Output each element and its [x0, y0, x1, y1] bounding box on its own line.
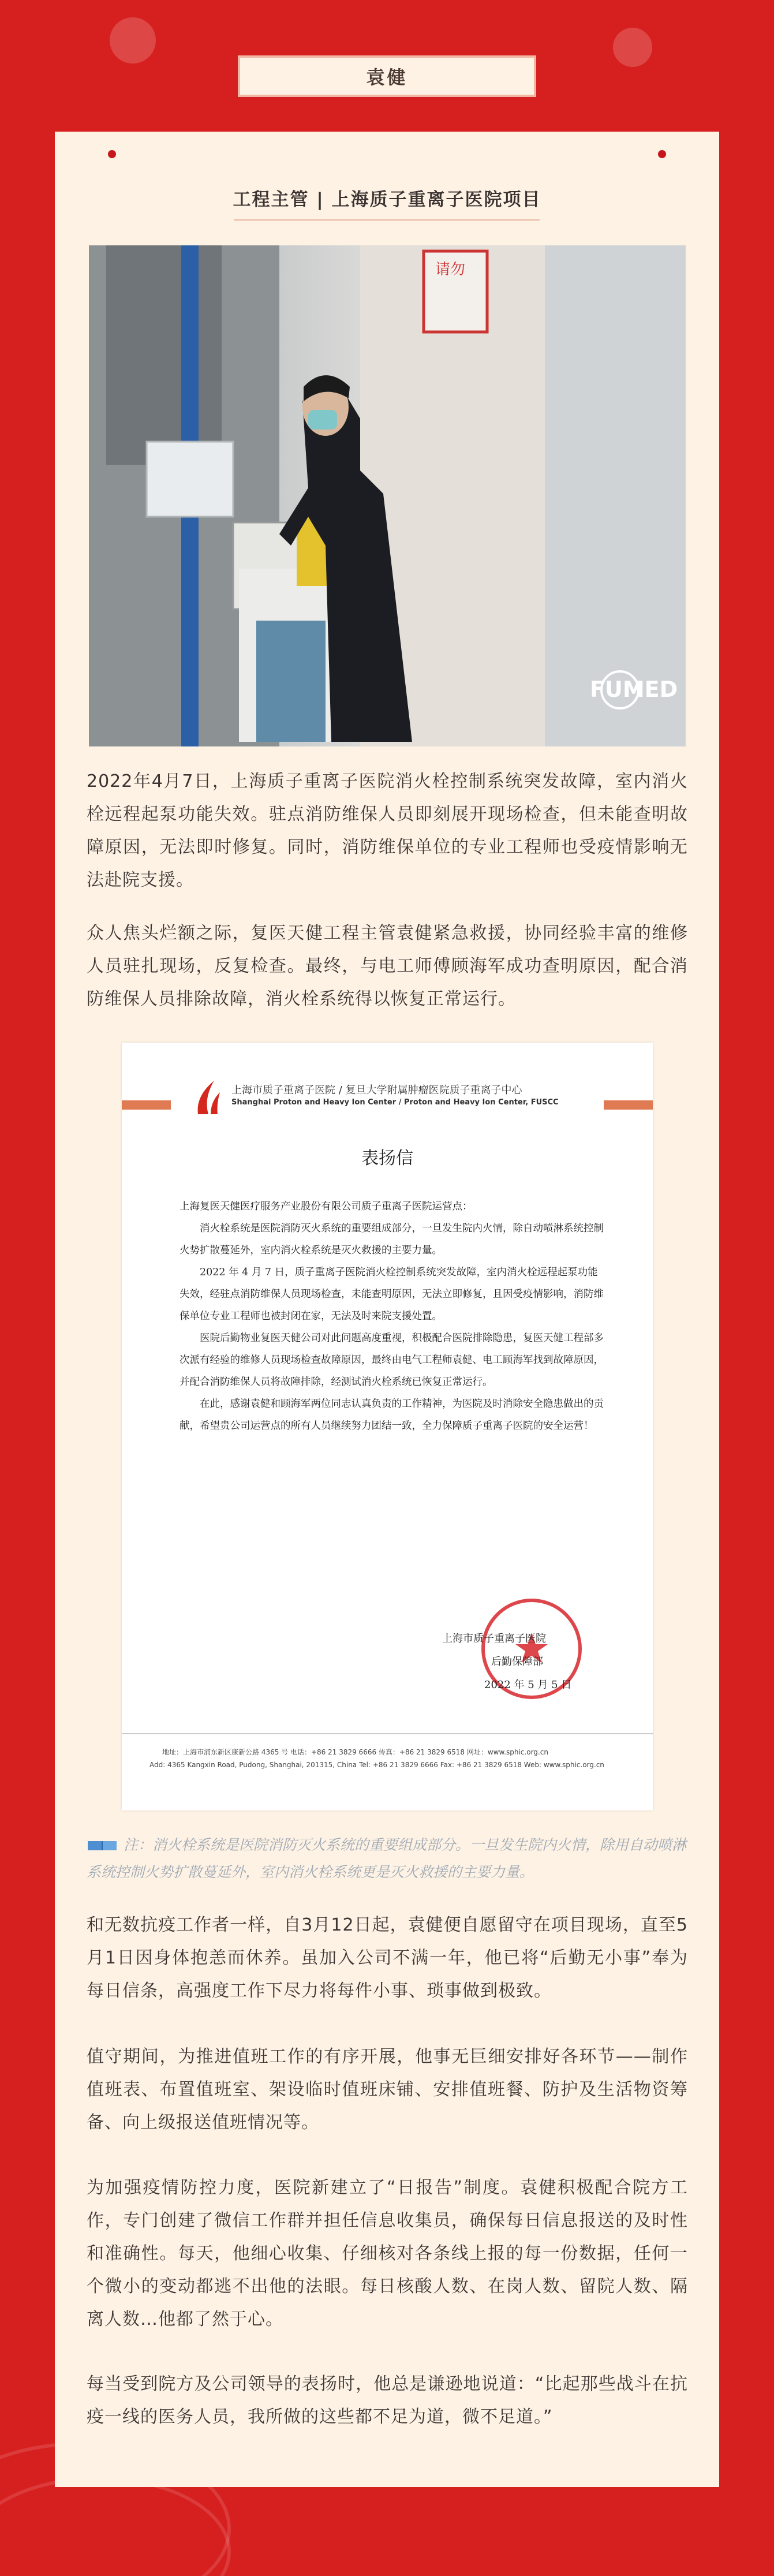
footnote-text: 注：消火栓系统是医院消防灭火系统的重要组成部分。一旦发生院内火情，除用自动喷淋系统控制火势扩散蔓延外，室内消火栓系统更是灭火救援的主要力量。	[87, 1836, 687, 1880]
letter-paragraph: 在此，感谢袁健和顾海军两位同志认真负责的工作精神，为医院及时消除安全隐患做出的贡献，希望贵公司运营点的所有人员继续努力团结一致，全力保障质子重离子医院的安全运营！	[180, 1398, 604, 1432]
letter-accent-bar	[122, 1100, 171, 1110]
paragraph-incident: 2022年4月7日，上海质子重离子医院消火栓控制系统突发故障，室内消火栓远程起泵功能失效。驻点消防维保人员即刻展开现场检查，但未能查明故障原因，无法即时修复。同时，消防维保单位的专业工程师也受疫情影响无法赴院支援。	[87, 771, 688, 890]
book-icon	[87, 1839, 119, 1852]
letter-signature-org: 上海市质子重离子医院	[442, 1633, 546, 1645]
paragraph-humility: 每当受到院方及公司领导的表扬时，他总是谦逊地说道：“比起那些战斗在抗疫一线的医务人员，我所做的这些都不足为道，微不足道。”	[87, 2374, 688, 2427]
letter-header-en: Shanghai Proton and Heavy Ion Center / Proton and Heavy Ion Center, FUSCC	[231, 1098, 559, 1107]
letter-footer-divider	[122, 1733, 653, 1734]
paragraph-dedication: 和无数抗疫工作者一样，自3月12日起，袁健便自愿留守在项目现场，直至5月1日因身体抱恙而休养。虽加入公司不满一年，他已将“后勤无小事”奉为每日信条，高强度工作下尽力将每件小事、琐事做到极致。	[87, 1915, 688, 2001]
commendation-letter	[122, 1043, 653, 1810]
decor-bubble	[613, 28, 652, 67]
paragraph-rescue: 众人焦头烂额之际，复医天健工程主管袁健紧急救援，协同经验丰富的维修人员驻扎现场，反复检查。最终，与电工师傅顾海军成功查明原因，配合消防维保人员排除故障，消火栓系统得以恢复正常运行。	[87, 923, 688, 1009]
letter-paragraph: 医院后勤物业复医天健公司对此问题高度重视，积极配合医院排除隐患，复医天健工程部多次派有经验的维修人员现场检查故障原因，最终由电气工程师袁健、电工顾海军找到故障原因，并配合消防维保人员将故障排除，经测试消火栓系统已恢复正常运行。	[180, 1332, 604, 1388]
letter-header-cn: 上海市质子重离子医院 / 复旦大学附属肿瘤医院质子重离子中心	[231, 1084, 522, 1096]
letter-paragraph: 消火栓系统是医院消防灭火系统的重要组成部分，一旦发生院内火情，除自动喷淋系统控制火势扩散蔓延外，室内消火栓系统是灭火救援的主要力量。	[180, 1223, 604, 1256]
decor-bubble	[110, 17, 156, 64]
letter-footer-en: Add: 4365 Kangxin Road, Pudong, Shanghai, 201315, China Tel: +86 21 3829 6666 Fax: +86 21 3829 6518 Web: www.sphic.org.cn	[149, 1761, 604, 1769]
role-subtitle: 工程主管 | 上海质子重离子医院项目	[233, 189, 541, 210]
hospital-logo-icon	[191, 1078, 225, 1117]
paragraph-daily-report: 为加强疫情防控力度，医院新建立了“日报告”制度。袁健积极配合院方工作，专门创建了微信工作群并担任信息收集员，确保每日信息报送的及时性和准确性。每天，他细心收集、仔细核对各条线上报的每一份数据，任何一个微小的变动都逃不出他的法眼。每日核酸人数、在岗人数、留院人数、隔离人数…他都了然于心。	[87, 2178, 688, 2329]
decor-dot	[658, 150, 666, 158]
letter-title: 表扬信	[361, 1148, 413, 1168]
letter-date: 2022 年 5 月 5 日	[484, 1679, 572, 1691]
letter-addressee: 上海复医天健医疗服务产业股份有限公司质子重离子医院运营点：	[180, 1201, 473, 1212]
footnote	[87, 1831, 688, 1886]
photo-illustration	[89, 245, 686, 746]
photo-watermark: FUMED	[590, 677, 678, 702]
letter-signature-dept: 后勤保障部	[491, 1656, 543, 1668]
photo-engineer-at-panel	[89, 245, 686, 746]
subtitle-divider	[234, 219, 540, 221]
letter-body	[180, 1196, 607, 1437]
letter-accent-bar	[604, 1100, 653, 1110]
photo-sign-text: 请勿	[435, 261, 466, 278]
letter-footer-cn: 地址：上海市浦东新区康新公路 4365 号 电话：+86 21 3829 6666 传真：+86 21 3829 6518 网址：www.sphic.org.cn	[162, 1748, 548, 1756]
letter-paragraph: 2022 年 4 月 7 日，质子重离子医院消火栓控制系统突发故障，室内消火栓远程起泵功能失效，经驻点消防维保人员现场检查，未能查明原因，无法立即修复，且因受疫情影响，消防维保单位专业工程师也被封闭在家，无法及时来院支援处置。	[180, 1267, 604, 1322]
paragraph-duty: 值守期间，为推进值班工作的有序开展，他事无巨细安排好各环节——制作值班表、布置值班室、架设临时值班床铺、安排值班餐、防护及生活物资筹备、向上级报送值班情况等。	[87, 2047, 688, 2133]
name-tag: 袁健	[238, 55, 536, 97]
decor-dot	[108, 150, 116, 158]
